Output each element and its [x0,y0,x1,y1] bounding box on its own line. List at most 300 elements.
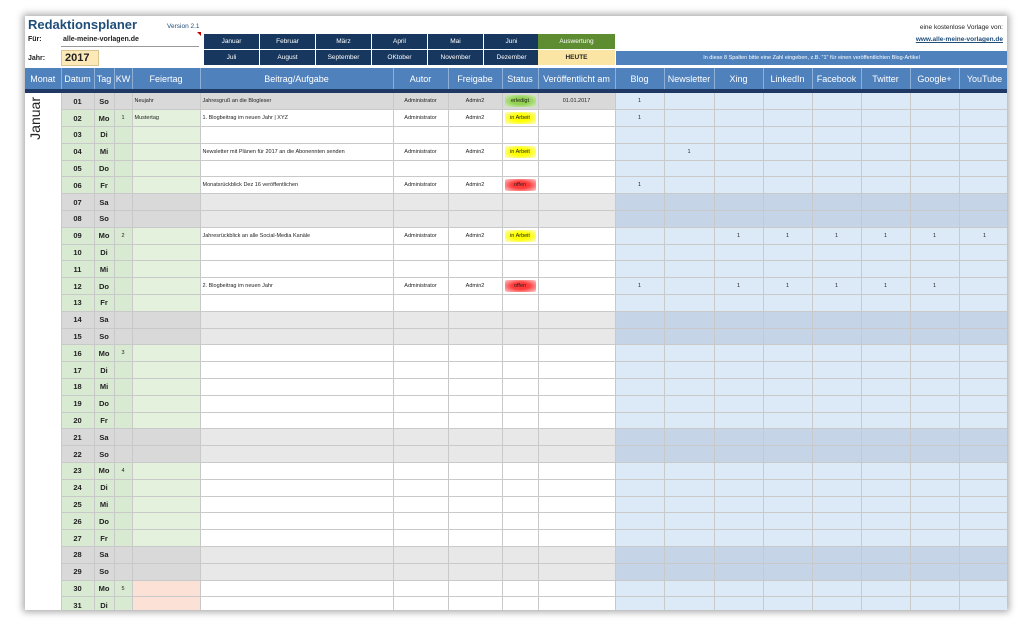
cell-day[interactable]: 13 [61,295,94,312]
cell-newsletter[interactable] [664,496,714,513]
cell-facebook[interactable] [812,547,861,564]
cell-twitter[interactable] [861,211,910,228]
cell-xing[interactable] [714,328,763,345]
cell-holiday[interactable] [132,211,200,228]
cell-holiday[interactable] [132,446,200,463]
cell-facebook[interactable] [812,127,861,144]
cell-kw[interactable] [114,479,132,496]
column-header[interactable]: Status [502,68,538,89]
cell-published[interactable] [538,244,615,261]
cell-google[interactable] [910,597,959,610]
cell-task[interactable]: Newsletter mit Plänen für 2017 an die Abonennten senden [200,143,393,160]
cell-author[interactable] [393,446,448,463]
cell-blog[interactable] [615,127,664,144]
cell-published[interactable] [538,479,615,496]
cell-youtube[interactable] [959,244,1007,261]
cell-task[interactable] [200,160,393,177]
cell-kw[interactable] [114,278,132,295]
cell-kw[interactable] [114,211,132,228]
cell-google[interactable] [910,194,959,211]
cell-blog[interactable] [615,345,664,362]
cell-kw[interactable] [114,429,132,446]
cell-google[interactable] [910,479,959,496]
month-button-7[interactable]: August [260,50,315,65]
cell-blog[interactable] [615,311,664,328]
cell-approval[interactable] [448,530,502,547]
cell-author[interactable]: Administrator [393,177,448,194]
cell-author[interactable]: Administrator [393,278,448,295]
cell-youtube[interactable] [959,110,1007,127]
month-button-10[interactable]: November [428,50,483,65]
cell-google[interactable] [910,295,959,312]
cell-google[interactable]: 1 [910,227,959,244]
cell-linkedin[interactable] [763,563,812,580]
cell-twitter[interactable] [861,479,910,496]
cell-blog[interactable]: 1 [615,177,664,194]
cell-author[interactable] [393,328,448,345]
cell-twitter[interactable] [861,597,910,610]
cell-status[interactable] [502,463,538,480]
cell-task[interactable]: Jahresrückblick an alle Social-Media Kanäle [200,227,393,244]
cell-status[interactable] [502,412,538,429]
month-button-1[interactable]: Februar [260,34,315,49]
cell-approval[interactable]: Admin2 [448,93,502,110]
cell-author[interactable] [393,379,448,396]
cell-linkedin[interactable] [763,597,812,610]
cell-newsletter[interactable] [664,244,714,261]
cell-youtube[interactable] [959,345,1007,362]
cell-dname[interactable]: Mo [94,463,114,480]
cell-dname[interactable]: Mo [94,345,114,362]
cell-blog[interactable] [615,295,664,312]
cell-youtube[interactable] [959,479,1007,496]
cell-blog[interactable] [615,362,664,379]
cell-kw[interactable] [114,547,132,564]
cell-xing[interactable] [714,362,763,379]
cell-linkedin[interactable] [763,211,812,228]
month-button-11[interactable]: Dezember [484,50,539,65]
cell-blog[interactable] [615,530,664,547]
cell-day[interactable]: 31 [61,597,94,610]
cell-task[interactable] [200,530,393,547]
cell-xing[interactable] [714,177,763,194]
cell-twitter[interactable] [861,446,910,463]
cell-published[interactable] [538,177,615,194]
cell-status[interactable] [502,127,538,144]
cell-twitter[interactable] [861,110,910,127]
cell-published[interactable] [538,345,615,362]
cell-dname[interactable]: Di [94,479,114,496]
cell-author[interactable] [393,261,448,278]
cell-linkedin[interactable] [763,580,812,597]
cell-google[interactable] [910,547,959,564]
cell-xing[interactable] [714,194,763,211]
cell-linkedin[interactable] [763,127,812,144]
cell-facebook[interactable]: 1 [812,227,861,244]
cell-twitter[interactable] [861,311,910,328]
cell-published[interactable] [538,580,615,597]
cell-dname[interactable]: Do [94,513,114,530]
month-button-2[interactable]: März [316,34,371,49]
cell-approval[interactable] [448,211,502,228]
cell-published[interactable] [538,328,615,345]
cell-status[interactable] [502,513,538,530]
cell-task[interactable] [200,513,393,530]
cell-dname[interactable]: Mi [94,379,114,396]
cell-linkedin[interactable] [763,412,812,429]
cell-google[interactable] [910,513,959,530]
cell-status[interactable] [502,177,538,194]
cell-youtube[interactable] [959,211,1007,228]
cell-blog[interactable] [615,143,664,160]
cell-kw[interactable] [114,93,132,110]
cell-kw[interactable] [114,563,132,580]
cell-linkedin[interactable] [763,295,812,312]
cell-status[interactable] [502,110,538,127]
cell-newsletter[interactable] [664,211,714,228]
cell-blog[interactable]: 1 [615,93,664,110]
cell-status[interactable] [502,295,538,312]
cell-facebook[interactable] [812,110,861,127]
cell-dname[interactable]: Mo [94,227,114,244]
cell-blog[interactable] [615,227,664,244]
cell-youtube[interactable] [959,429,1007,446]
cell-twitter[interactable] [861,127,910,144]
cell-dname[interactable]: Mi [94,261,114,278]
cell-approval[interactable] [448,547,502,564]
cell-newsletter[interactable] [664,479,714,496]
cell-published[interactable] [538,143,615,160]
cell-holiday[interactable] [132,328,200,345]
cell-blog[interactable] [615,513,664,530]
cell-author[interactable] [393,547,448,564]
cell-task[interactable] [200,295,393,312]
cell-youtube[interactable] [959,496,1007,513]
cell-kw[interactable] [114,328,132,345]
cell-author[interactable] [393,345,448,362]
cell-youtube[interactable] [959,127,1007,144]
cell-published[interactable] [538,227,615,244]
cell-status[interactable] [502,160,538,177]
cell-author[interactable] [393,295,448,312]
cell-twitter[interactable] [861,93,910,110]
cell-holiday[interactable] [132,496,200,513]
cell-author[interactable] [393,362,448,379]
cell-author[interactable] [393,530,448,547]
cell-xing[interactable] [714,160,763,177]
cell-approval[interactable] [448,127,502,144]
cell-facebook[interactable] [812,513,861,530]
cell-linkedin[interactable] [763,530,812,547]
cell-facebook[interactable]: 1 [812,278,861,295]
cell-task[interactable]: 2. Blogbeitrag im neuen Jahr [200,278,393,295]
column-header[interactable]: KW [114,68,132,89]
vorlage-link[interactable]: www.alle-meine-vorlagen.de [915,36,1003,43]
cell-youtube[interactable] [959,395,1007,412]
cell-xing[interactable] [714,244,763,261]
cell-published[interactable] [538,110,615,127]
cell-google[interactable] [910,177,959,194]
cell-linkedin[interactable] [763,160,812,177]
cell-author[interactable] [393,513,448,530]
cell-linkedin[interactable] [763,513,812,530]
cell-kw[interactable]: 1 [114,110,132,127]
cell-youtube[interactable] [959,362,1007,379]
cell-day[interactable]: 12 [61,278,94,295]
cell-linkedin[interactable] [763,395,812,412]
cell-published[interactable] [538,160,615,177]
cell-holiday[interactable] [132,395,200,412]
cell-newsletter[interactable] [664,261,714,278]
cell-task[interactable] [200,379,393,396]
cell-google[interactable] [910,395,959,412]
cell-facebook[interactable] [812,93,861,110]
cell-facebook[interactable] [812,580,861,597]
cell-approval[interactable] [448,429,502,446]
cell-day[interactable]: 29 [61,563,94,580]
cell-linkedin[interactable] [763,177,812,194]
cell-linkedin[interactable] [763,479,812,496]
cell-day[interactable]: 04 [61,143,94,160]
column-header[interactable]: LinkedIn [763,68,812,89]
cell-status[interactable] [502,143,538,160]
cell-day[interactable]: 20 [61,412,94,429]
cell-kw[interactable] [114,311,132,328]
cell-status[interactable] [502,479,538,496]
cell-newsletter[interactable] [664,345,714,362]
cell-day[interactable]: 30 [61,580,94,597]
cell-blog[interactable] [615,244,664,261]
cell-kw[interactable]: 4 [114,463,132,480]
cell-author[interactable] [393,160,448,177]
cell-kw[interactable] [114,446,132,463]
cell-approval[interactable] [448,563,502,580]
cell-linkedin[interactable] [763,362,812,379]
cell-dname[interactable]: Do [94,278,114,295]
cell-holiday[interactable] [132,547,200,564]
cell-google[interactable] [910,362,959,379]
cell-dname[interactable]: So [94,446,114,463]
cell-twitter[interactable] [861,395,910,412]
cell-google[interactable] [910,429,959,446]
cell-linkedin[interactable] [763,328,812,345]
cell-newsletter[interactable] [664,530,714,547]
cell-xing[interactable] [714,547,763,564]
cell-dname[interactable]: Fr [94,412,114,429]
column-header[interactable]: Blog [615,68,664,89]
column-header[interactable]: Autor [393,68,448,89]
cell-status[interactable] [502,211,538,228]
cell-published[interactable] [538,463,615,480]
cell-published[interactable] [538,311,615,328]
cell-holiday[interactable] [132,295,200,312]
cell-approval[interactable] [448,580,502,597]
cell-kw[interactable] [114,362,132,379]
month-button-0[interactable]: Januar [204,34,259,49]
cell-linkedin[interactable] [763,93,812,110]
cell-holiday[interactable] [132,177,200,194]
cell-author[interactable] [393,194,448,211]
cell-task[interactable] [200,311,393,328]
cell-newsletter[interactable] [664,379,714,396]
cell-dname[interactable]: So [94,211,114,228]
cell-blog[interactable] [615,261,664,278]
column-header[interactable]: Freigabe [448,68,502,89]
cell-youtube[interactable] [959,328,1007,345]
cell-task[interactable] [200,261,393,278]
cell-linkedin[interactable] [763,311,812,328]
cell-linkedin[interactable] [763,547,812,564]
cell-youtube[interactable] [959,295,1007,312]
cell-blog[interactable] [615,328,664,345]
cell-holiday[interactable] [132,261,200,278]
cell-approval[interactable] [448,395,502,412]
cell-day[interactable]: 06 [61,177,94,194]
cell-linkedin[interactable] [763,194,812,211]
cell-xing[interactable] [714,496,763,513]
cell-kw[interactable]: 2 [114,227,132,244]
cell-approval[interactable] [448,160,502,177]
cell-facebook[interactable] [812,429,861,446]
cell-holiday[interactable] [132,362,200,379]
cell-xing[interactable] [714,110,763,127]
cell-xing[interactable] [714,479,763,496]
cell-day[interactable]: 18 [61,379,94,396]
cell-newsletter[interactable] [664,227,714,244]
cell-google[interactable] [910,127,959,144]
cell-task[interactable] [200,194,393,211]
cell-newsletter[interactable] [664,110,714,127]
cell-approval[interactable] [448,311,502,328]
cell-published[interactable] [538,395,615,412]
cell-facebook[interactable] [812,295,861,312]
cell-facebook[interactable] [812,446,861,463]
cell-approval[interactable] [448,446,502,463]
cell-twitter[interactable] [861,177,910,194]
cell-facebook[interactable] [812,496,861,513]
cell-twitter[interactable] [861,160,910,177]
cell-facebook[interactable] [812,379,861,396]
cell-published[interactable] [538,379,615,396]
cell-newsletter[interactable] [664,429,714,446]
cell-task[interactable]: 1. Blogbeitrag im neuen Jahr | XYZ [200,110,393,127]
cell-twitter[interactable] [861,244,910,261]
cell-holiday[interactable] [132,244,200,261]
cell-google[interactable] [910,530,959,547]
cell-approval[interactable]: Admin2 [448,143,502,160]
cell-approval[interactable] [448,479,502,496]
cell-twitter[interactable] [861,429,910,446]
cell-holiday[interactable]: Mustertag [132,110,200,127]
cell-published[interactable] [538,513,615,530]
cell-author[interactable]: Administrator [393,227,448,244]
cell-newsletter[interactable] [664,311,714,328]
cell-status[interactable] [502,93,538,110]
cell-dname[interactable]: Mi [94,143,114,160]
cell-author[interactable]: Administrator [393,143,448,160]
cell-google[interactable] [910,496,959,513]
cell-xing[interactable] [714,429,763,446]
cell-author[interactable]: Administrator [393,93,448,110]
cell-facebook[interactable] [812,143,861,160]
cell-xing[interactable] [714,513,763,530]
cell-day[interactable]: 14 [61,311,94,328]
column-header[interactable]: Facebook [812,68,861,89]
cell-approval[interactable] [448,194,502,211]
cell-holiday[interactable] [132,160,200,177]
cell-xing[interactable] [714,261,763,278]
cell-approval[interactable] [448,463,502,480]
cell-dname[interactable]: So [94,93,114,110]
cell-linkedin[interactable] [763,429,812,446]
cell-status[interactable] [502,278,538,295]
cell-twitter[interactable] [861,379,910,396]
heute-button[interactable]: HEUTE [538,50,615,65]
column-header[interactable]: Newsletter [664,68,714,89]
cell-kw[interactable]: 5 [114,580,132,597]
cell-linkedin[interactable] [763,244,812,261]
cell-xing[interactable] [714,93,763,110]
cell-task[interactable] [200,328,393,345]
cell-linkedin[interactable] [763,143,812,160]
cell-status[interactable] [502,597,538,610]
cell-day[interactable]: 28 [61,547,94,564]
cell-newsletter[interactable]: 1 [664,143,714,160]
cell-twitter[interactable] [861,547,910,564]
cell-google[interactable] [910,580,959,597]
cell-google[interactable]: 1 [910,278,959,295]
cell-author[interactable] [393,580,448,597]
cell-approval[interactable]: Admin2 [448,177,502,194]
cell-published[interactable] [538,597,615,610]
year-input[interactable]: 2017 [61,50,99,66]
cell-task[interactable] [200,496,393,513]
cell-youtube[interactable] [959,379,1007,396]
cell-xing[interactable] [714,597,763,610]
cell-xing[interactable] [714,530,763,547]
cell-google[interactable] [910,110,959,127]
cell-day[interactable]: 01 [61,93,94,110]
cell-kw[interactable] [114,261,132,278]
cell-blog[interactable] [615,496,664,513]
cell-twitter[interactable] [861,143,910,160]
cell-status[interactable] [502,227,538,244]
column-header[interactable]: Veröffentlicht am [538,68,615,89]
cell-holiday[interactable] [132,278,200,295]
cell-kw[interactable] [114,295,132,312]
cell-google[interactable] [910,93,959,110]
cell-task[interactable]: Jahresgruß an die Blogleser [200,93,393,110]
cell-published[interactable] [538,295,615,312]
cell-twitter[interactable] [861,463,910,480]
cell-newsletter[interactable] [664,127,714,144]
cell-dname[interactable]: Di [94,127,114,144]
cell-dname[interactable]: So [94,328,114,345]
cell-xing[interactable]: 1 [714,278,763,295]
cell-youtube[interactable] [959,513,1007,530]
cell-author[interactable] [393,496,448,513]
cell-approval[interactable] [448,513,502,530]
cell-kw[interactable] [114,597,132,610]
cell-dname[interactable]: Di [94,362,114,379]
cell-blog[interactable] [615,563,664,580]
cell-task[interactable] [200,463,393,480]
cell-holiday[interactable] [132,429,200,446]
cell-day[interactable]: 17 [61,362,94,379]
cell-twitter[interactable] [861,362,910,379]
cell-published[interactable] [538,446,615,463]
cell-newsletter[interactable] [664,547,714,564]
